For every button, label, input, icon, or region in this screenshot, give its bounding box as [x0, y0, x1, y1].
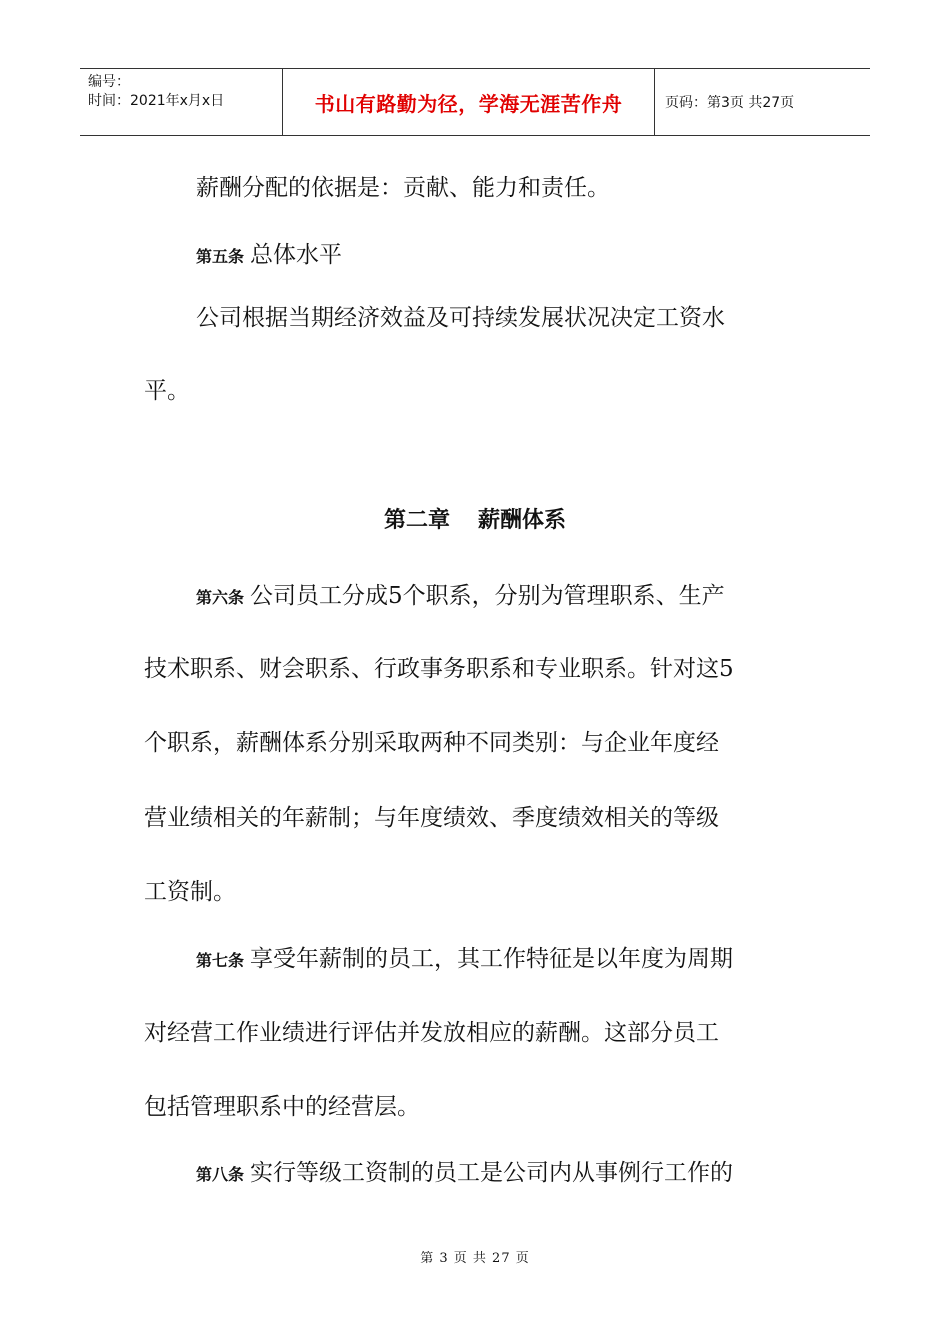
body-text: 工资制。	[144, 879, 236, 905]
body-text: 对经营工作业绩进行评估并发放相应的薪酬。这部分员工	[144, 1020, 719, 1046]
body-text: 平。	[144, 378, 190, 404]
article-7-line	[144, 940, 810, 973]
body-text: 公司根据当期经济效益及可持续发展状况决定工资水	[196, 305, 725, 331]
paragraph-line	[144, 169, 810, 202]
paragraph-line	[144, 799, 810, 832]
article-label: 第六条	[196, 588, 245, 607]
header-time: 时间：2021年x月x日	[88, 93, 225, 109]
document-header	[80, 68, 870, 136]
article-label: 第七条	[196, 951, 245, 970]
paragraph-line	[144, 1088, 810, 1121]
paragraph-line	[144, 372, 810, 405]
article-5-heading	[144, 236, 810, 269]
page-footer	[0, 1247, 950, 1266]
header-meta	[80, 69, 282, 135]
header-page-info	[655, 69, 870, 135]
paragraph-line	[144, 724, 810, 757]
header-motto-cell	[282, 69, 655, 135]
paragraph-line	[144, 873, 810, 906]
body-text: 实行等级工资制的员工是公司内从事例行工作的	[250, 1160, 734, 1186]
article-label: 第八条	[196, 1165, 245, 1184]
header-number: 编号：	[88, 74, 130, 90]
chapter-heading	[0, 503, 950, 534]
body-text: 个职系，薪酬体系分别采取两种不同类别：与企业年度经	[144, 730, 719, 756]
chapter-title: 薪酬体系	[478, 508, 567, 533]
paragraph-line	[144, 650, 810, 683]
paragraph-line	[144, 299, 810, 332]
body-text: 公司员工分成5个职系，分别为管理职系、生产	[250, 583, 725, 609]
body-text: 技术职系、财会职系、行政事务职系和专业职系。针对这5	[144, 656, 734, 682]
body-text: 享受年薪制的员工，其工作特征是以年度为周期	[250, 946, 734, 972]
header-motto: 书山有路勤为径，学海无涯苦作舟	[314, 91, 623, 116]
body-text: 营业绩相关的年薪制；与年度绩效、季度绩效相关的等级	[144, 805, 719, 831]
paragraph-line	[144, 1014, 810, 1047]
article-label: 第五条	[196, 247, 245, 266]
article-6-line	[144, 577, 810, 610]
header-page-text: 页码：第3页 共27页	[665, 95, 795, 111]
article-8-line	[144, 1154, 810, 1187]
chapter-number: 第二章	[383, 508, 450, 533]
body-text: 薪酬分配的依据是：贡献、能力和责任。	[196, 175, 610, 201]
footer-page-number: 第 3 页 共 27 页	[420, 1251, 530, 1266]
body-text: 包括管理职系中的经营层。	[144, 1094, 420, 1120]
article-title: 总体水平	[250, 242, 343, 268]
